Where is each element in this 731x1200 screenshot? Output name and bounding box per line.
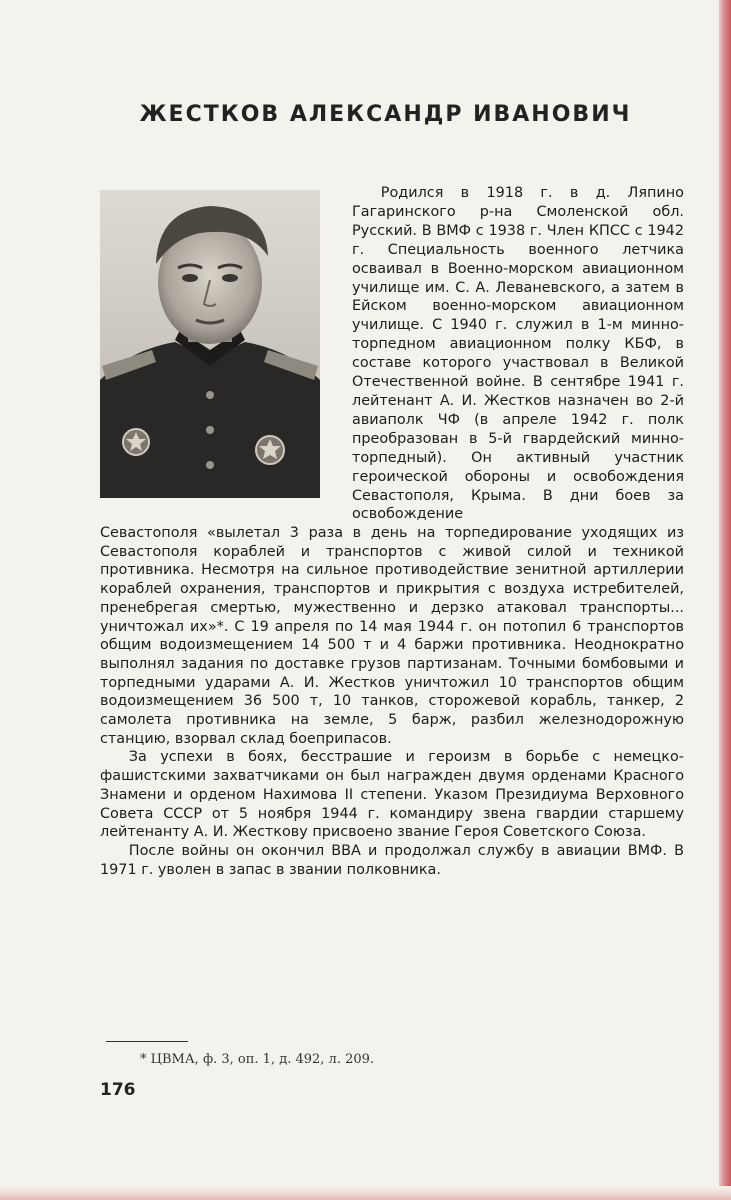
biography-top-column	[352, 184, 684, 524]
biography-continuation: Севастополя «вылетал 3 раза в день на торпедирование уходящих из Севастополя кораблей и транспортов с живой силой и техникой противника. Несмотря на сильное противодействие зенитной артиллерии кораблей охранения, транспортов и прикрытия с воздуха истребителей, пренебрегая смертью, мужественно и дерзко атаковал транспорты... уничтожал их»*. С 19 апреля по 14 мая 1944 г. он потопил 6 транспортов общим водоизмещением 14 500 т и 4 баржи противника. Неоднократно выполнял задания по доставке грузов партизанам. Точными бомбовыми и торпедными ударами А. И. Жестков уничтожил 10 транспортов общим водоизмещением 36 500 т, 10 танков, сторожевой корабль, танкер, 2 самолета противника на земле, 5 барж, разбил железнодорожную станцию, взорвал склад боеприпасов.	[100, 525, 684, 747]
biography-main	[100, 524, 684, 879]
biography-paragraph-2: За успехи в боях, бесстрашие и героизм в борьбе с немецко-фашистскими захватчиками он был награжден двумя орденами Красного Знамени и орденом Нахимова II степени. Указом Президиума Верховного Совета СССР от 5 ноября 1944 г. командиру звена гвардии старшему лейтенанту А. И. Жесткову присвоено звание Героя Советского Союза.	[100, 749, 684, 841]
portrait-photo	[100, 190, 320, 498]
footnote-rule	[106, 1041, 188, 1042]
page-edge	[719, 0, 731, 1200]
biography-paragraph-1: Родился в 1918 г. в д. Ляпино Гагаринского р-на Смоленской обл. Русский. В ВМФ с 1938 г. Член КПСС с 1942 г. Специальность военного летчика осваивал в Военно-морском авиационном училище им. С. А. Леваневского, а затем в Ейском военно-морском авиационном училище. С 1940 г. служил в 1-м минно-торпедном авиационном полку КБФ, в составе которого участвовал в Великой Отечественной войне. В сентябре 1941 г. лейтенант А. И. Жестков назначен во 2-й авиаполк ЧФ (в апреле 1942 г. полк преобразован в 5-й гвардейский минно-торпедный). Он активный участник героической обороны и освобождения Севастополя, Крыма. В дни боев за освобождение	[352, 185, 684, 523]
portrait-image	[100, 190, 320, 498]
footnote: * ЦВМА, ф. 3, оп. 1, д. 492, л. 209.	[140, 1052, 375, 1067]
page-edge-bottom	[0, 1186, 731, 1200]
page-number: 176	[100, 1080, 136, 1100]
page-title: ЖЕСТКОВ АЛЕКСАНДР ИВАНОВИЧ	[139, 102, 632, 127]
biography-paragraph-3: После войны он окончил ВВА и продолжал службу в авиации ВМФ. В 1971 г. уволен в запас в звании полковника.	[100, 842, 684, 878]
